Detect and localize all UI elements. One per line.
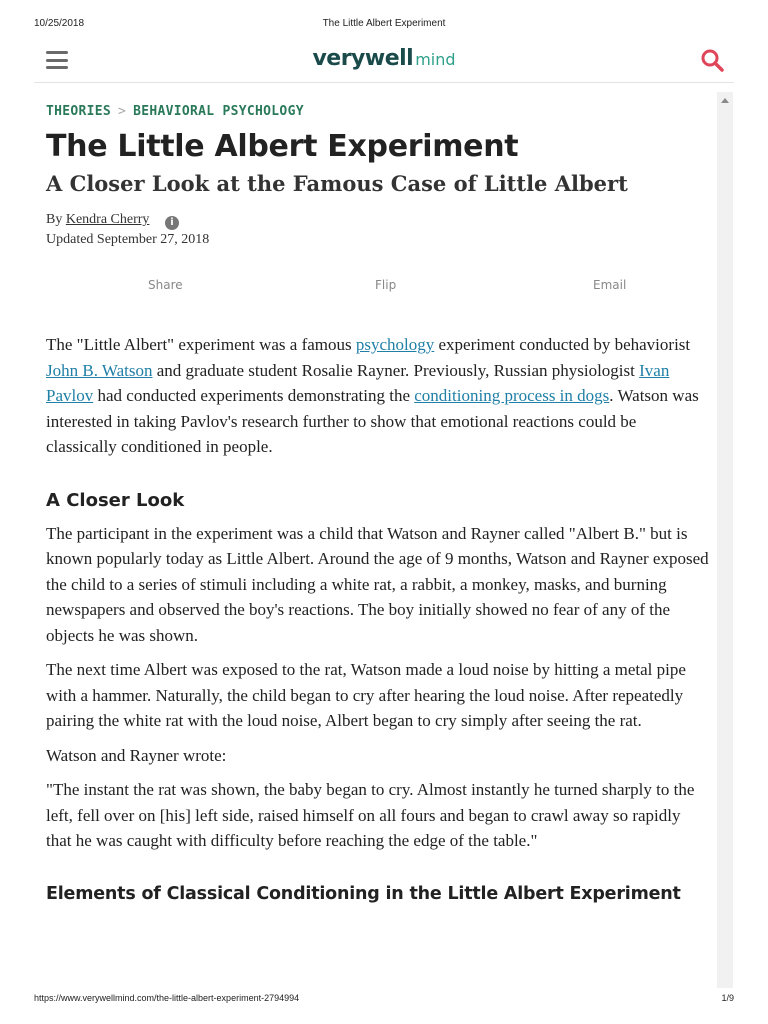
- breadcrumb: [46, 104, 710, 126]
- breadcrumb-behavioral-psychology[interactable]: BEHAVIORAL PSYCHOLOGY: [133, 104, 304, 119]
- link-john-b-watson[interactable]: John B. Watson: [46, 360, 153, 380]
- breadcrumb-separator: >: [118, 104, 127, 119]
- breadcrumb-theories[interactable]: THEORIES: [46, 104, 112, 119]
- logo-brand: verywell: [312, 46, 414, 71]
- share-button[interactable]: Share: [148, 278, 183, 292]
- email-button[interactable]: Email: [593, 278, 627, 292]
- page-subtitle: A Closer Look at the Famous Case of Little Albert: [46, 171, 628, 196]
- paragraph: The participant in the experiment was a child that Watson and Rayner called "Albert B." but is known popularly today as Little Albert. Around the age of 9 months, Watson and Rayner exposed the child to a series of stimuli including a white rat, a rabbit, a monkey, masks, and burning newspapers and observed the boy's reactions. The boy initially showed no fear of any of the objects he was shown.: [46, 523, 709, 645]
- print-date: 10/25/2018: [34, 18, 85, 29]
- link-ivan-pavlov[interactable]: Ivan Pavlov: [46, 360, 670, 405]
- link-psychology[interactable]: psychology: [355, 335, 435, 354]
- paragraph: The next time Albert was exposed to the rat, Watson made a loud noise by hitting a metal pipe with a hammer. Naturally, the child began to cry after hearing the loud noise. After repeatedly pairing the white rat with the loud noise, Albert began to cry simply after seeing the rat.: [46, 660, 686, 730]
- site-logo[interactable]: [34, 46, 734, 71]
- intro-text: and graduate student Rosalie Rayner. Previously, Russian physiologist: [152, 360, 640, 380]
- scroll-up-arrow-icon[interactable]: [721, 98, 729, 103]
- social-bar: [46, 278, 710, 300]
- page-number: 1/9: [721, 993, 734, 1003]
- site-header: [34, 40, 734, 83]
- intro-text: The "Little Albert" experiment was a famous: [46, 335, 356, 354]
- author-link[interactable]: Kendra Cherry: [65, 212, 150, 227]
- section-heading: Elements of Classical Conditioning in the Little Albert Experiment: [46, 883, 681, 904]
- intro-text: experiment conducted by behaviorist: [434, 335, 691, 354]
- link-conditioning-process[interactable]: conditioning process in dogs: [414, 386, 610, 405]
- article-content: [46, 104, 710, 904]
- search-icon[interactable]: [700, 48, 724, 72]
- intro-paragraph: [46, 332, 710, 460]
- updated-date: Updated September 27, 2018: [46, 232, 210, 247]
- print-url: https://www.verywellmind.com/the-little-albert-experiment-2794994: [34, 993, 300, 1003]
- logo-brand-sub: mind: [415, 50, 456, 69]
- quote-paragraph: "The instant the rat was shown, the baby began to cry. Almost instantly he turned sharply to the left, fell over on [his] left side, raised himself on all fours and began to crawl away so rapidly that he was caught with difficulty before reaching the edge of the table.": [46, 780, 695, 850]
- byline: [46, 210, 710, 250]
- section-heading: A Closer Look: [46, 489, 185, 511]
- intro-text: had conducted experiments demonstrating the: [93, 386, 415, 405]
- page-title: The Little Albert Experiment: [46, 129, 519, 164]
- by-label: By: [46, 212, 63, 227]
- paragraph: Watson and Rayner wrote:: [46, 745, 227, 765]
- flip-button[interactable]: Flip: [375, 278, 397, 292]
- scrollbar[interactable]: [717, 92, 733, 988]
- info-icon[interactable]: i: [165, 216, 179, 230]
- intro-text: . Watson was interested in taking Pavlov's research further to show that emotional reactions could be classically conditioned in people.: [46, 386, 699, 456]
- print-title: The Little Albert Experiment: [322, 18, 446, 29]
